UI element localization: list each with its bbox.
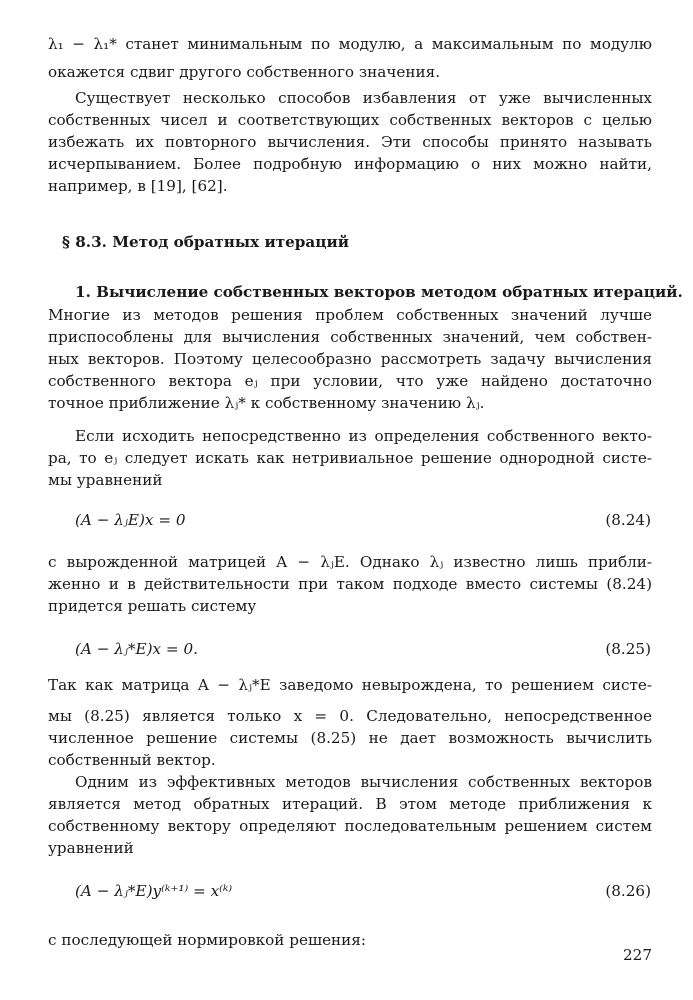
text-line: женно и в действительности при таком подходе вместо системы (8.24) bbox=[48, 575, 652, 593]
text-line: приспособлены для вычисления собственных значений, чем собствен- bbox=[48, 328, 652, 346]
text-line: ра, то eⱼ следует искать как нетривиальное решение однородной систе- bbox=[48, 449, 652, 467]
equation-formula: (A − λⱼ*E)x = 0. bbox=[75, 640, 198, 658]
text-line: Так как матрица A − λⱼ*E заведомо невырождена, то решением систе- bbox=[48, 676, 652, 694]
text-line: окажется сдвиг другого собственного значения. bbox=[48, 63, 441, 81]
text-line: собственного вектора eⱼ при условии, что уже найдено достаточно bbox=[48, 372, 652, 390]
text-line: является метод обратных итераций. В этом методе приближения к bbox=[48, 795, 652, 813]
text-line: собственных чисел и соответствующих собственных векторов с целью bbox=[48, 111, 652, 129]
text-line: Многие из методов решения проблем собственных значений лучше bbox=[48, 306, 652, 324]
text-line: собственному вектору определяют последовательным решением систем bbox=[48, 817, 652, 835]
text-line: Одним из эффективных методов вычисления собственных векторов bbox=[75, 773, 652, 791]
equation-number: (8.25) bbox=[605, 640, 651, 658]
text-line: Если исходить непосредственно из определения собственного векто- bbox=[75, 427, 652, 445]
text-line: придется решать систему bbox=[48, 597, 257, 615]
equation-number: (8.24) bbox=[605, 511, 651, 529]
page-number: 227 bbox=[623, 946, 652, 964]
text-line: избежать их повторного вычисления. Эти способы принято называть bbox=[48, 133, 652, 151]
text-line: исчерпыванием. Более подробную информацию о них можно найти, bbox=[48, 155, 652, 173]
subsection-heading: 1. Вычисление собственных векторов методом обратных итераций. bbox=[75, 283, 683, 301]
text-line: с вырожденной матрицей A − λⱼE. Однако λⱼ известно лишь прибли- bbox=[48, 553, 652, 571]
text-line: Существует несколько способов избавления от уже вычисленных bbox=[75, 89, 652, 107]
text-line: λ₁ − λ₁* станет минимальным по модулю, а максимальным по модулю bbox=[48, 35, 652, 53]
text-line: например, в [19], [62]. bbox=[48, 177, 228, 195]
text-line: собственный вектор. bbox=[48, 751, 216, 769]
text-line: уравнений bbox=[48, 839, 134, 857]
section-heading: § 8.3. Метод обратных итераций bbox=[62, 233, 350, 251]
text-line: мы (8.25) является только x = 0. Следовательно, непосредственное bbox=[48, 707, 652, 725]
text-line: ных векторов. Поэтому целесообразно рассмотреть задачу вычисления bbox=[48, 350, 652, 368]
text-line: точное приближение λⱼ* к собственному значению λⱼ. bbox=[48, 394, 485, 412]
text-line: численное решение системы (8.25) не дает возможность вычислить bbox=[48, 729, 652, 747]
equation-formula: (A − λⱼ*E)y⁽ᵏ⁺¹⁾ = x⁽ᵏ⁾ bbox=[75, 882, 233, 900]
text-line: с последующей нормировкой решения: bbox=[48, 931, 366, 949]
equation-formula: (A − λⱼE)x = 0 bbox=[75, 511, 186, 529]
equation-number: (8.26) bbox=[605, 882, 651, 900]
text-line: мы уравнений bbox=[48, 471, 163, 489]
